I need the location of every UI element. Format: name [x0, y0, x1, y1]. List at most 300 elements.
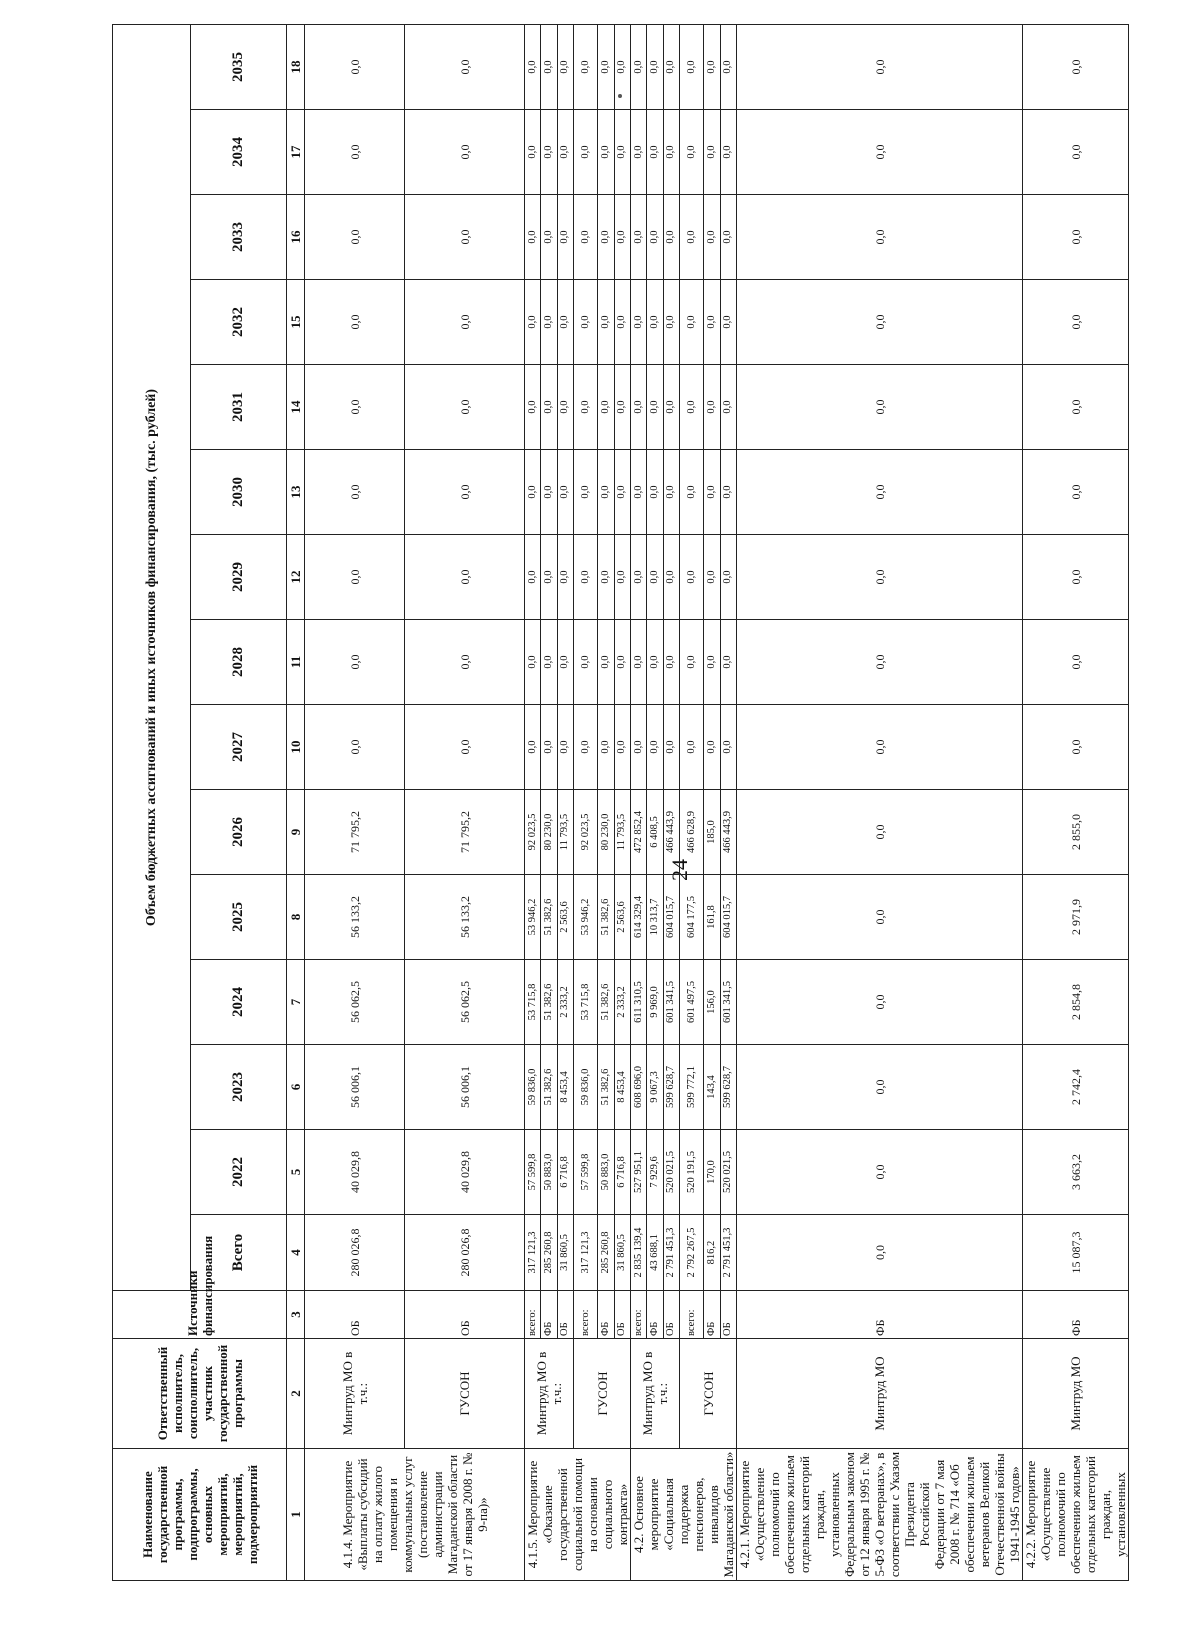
year-value: 143,4 [704, 1045, 720, 1130]
year-value: 92 023,5 [574, 790, 598, 875]
year-value: 8 453,4 [557, 1045, 573, 1130]
year-value: 0,0 [305, 620, 405, 705]
year-value: 0,0 [680, 620, 704, 705]
year-value: 0,0 [737, 280, 1023, 365]
responsible-executor: Минтруд МО в т.ч.: [305, 1339, 405, 1449]
header-year: 2031 [191, 365, 287, 450]
year-value: 0,0 [614, 705, 630, 790]
year-value: 56 062,5 [305, 960, 405, 1045]
year-value: 0,0 [405, 25, 525, 110]
year-value: 0,0 [557, 450, 573, 535]
year-value: 0,0 [525, 280, 541, 365]
year-value: 71 795,2 [405, 790, 525, 875]
year-value: 0,0 [737, 705, 1023, 790]
funding-source: ОБ [720, 1291, 736, 1339]
year-value: 2 854,8 [1023, 960, 1129, 1045]
year-value: 7 929,6 [647, 1130, 663, 1215]
year-value: 0,0 [720, 620, 736, 705]
header-year: 2030 [191, 450, 287, 535]
year-value: 0,0 [541, 705, 557, 790]
year-value: 0,0 [720, 450, 736, 535]
year-value: 0,0 [598, 280, 614, 365]
year-value: 2 742,4 [1023, 1045, 1129, 1130]
year-value: 0,0 [598, 535, 614, 620]
header-name: Наименование государственной программы, подпрограммы, основных мероприятий, мероприятий, подмероприятий [113, 1449, 287, 1581]
funding-source: ФБ [647, 1291, 663, 1339]
year-value: 0,0 [737, 365, 1023, 450]
year-value: 0,0 [663, 195, 679, 280]
year-value: 0,0 [557, 25, 573, 110]
year-value: 0,0 [405, 280, 525, 365]
year-value: 0,0 [614, 365, 630, 450]
year-value: 0,0 [720, 705, 736, 790]
year-value: 9 067,3 [647, 1045, 663, 1130]
year-value: 53 715,8 [525, 960, 541, 1045]
year-value: 51 382,6 [541, 875, 557, 960]
year-value: 0,0 [737, 450, 1023, 535]
header-responsible: Ответственный исполнитель, соисполнитель, участник государственной программы [113, 1339, 287, 1449]
year-value: 0,0 [720, 25, 736, 110]
year-value: 2 333,2 [557, 960, 573, 1045]
year-value: 0,0 [680, 110, 704, 195]
year-value: 0,0 [305, 365, 405, 450]
year-value: 0,0 [1023, 195, 1129, 280]
total-value: 31 860,5 [557, 1215, 573, 1291]
year-value: 0,0 [704, 620, 720, 705]
year-value: 0,0 [737, 25, 1023, 110]
year-value: 0,0 [525, 450, 541, 535]
year-value: 0,0 [663, 620, 679, 705]
header-year: 2027 [191, 705, 287, 790]
year-value: 599 772,1 [680, 1045, 704, 1130]
year-value: 0,0 [305, 535, 405, 620]
year-value: 0,0 [680, 535, 704, 620]
year-value: 0,0 [574, 365, 598, 450]
year-value: 0,0 [614, 620, 630, 705]
year-value: 0,0 [704, 195, 720, 280]
year-value: 0,0 [557, 280, 573, 365]
header-funding-caption: Объем бюджетных ассигнований и иных источников финансирования, (тыс. рублей) [113, 25, 191, 1291]
year-value: 0,0 [525, 365, 541, 450]
year-value: 56 133,2 [405, 875, 525, 960]
funding-source: ФБ [704, 1291, 720, 1339]
year-value: 0,0 [541, 450, 557, 535]
year-value: 6 408,5 [647, 790, 663, 875]
year-value: 80 230,0 [598, 790, 614, 875]
year-value: 53 715,8 [574, 960, 598, 1045]
year-value: 3 663,2 [1023, 1130, 1129, 1215]
activity-name: 4.2. Основное мероприятие «Социальная поддержка пенсионеров, инвалидов Магаданской области» [631, 1449, 737, 1581]
year-value: 0,0 [720, 110, 736, 195]
year-value: 0,0 [1023, 280, 1129, 365]
funding-source: ФБ [737, 1291, 1023, 1339]
year-value: 0,0 [647, 365, 663, 450]
year-value: 51 382,6 [541, 1045, 557, 1130]
year-value: 601 341,5 [663, 960, 679, 1045]
year-value: 0,0 [647, 280, 663, 365]
year-value: 0,0 [305, 450, 405, 535]
year-value: 0,0 [631, 705, 647, 790]
total-value: 15 087,3 [1023, 1215, 1129, 1291]
year-value: 92 023,5 [525, 790, 541, 875]
table-row [405, 25, 525, 1581]
year-value: 50 883,0 [541, 1130, 557, 1215]
column-number: 15 [287, 280, 305, 365]
year-value: 0,0 [720, 280, 736, 365]
year-value: 56 062,5 [405, 960, 525, 1045]
year-value: 170,0 [704, 1130, 720, 1215]
year-value: 0,0 [631, 110, 647, 195]
year-value: 0,0 [663, 280, 679, 365]
year-value: 0,0 [737, 790, 1023, 875]
year-value: 0,0 [557, 535, 573, 620]
year-value: 0,0 [647, 705, 663, 790]
funding-source: ФБ [1023, 1291, 1129, 1339]
year-value: 520 191,5 [680, 1130, 704, 1215]
year-value: 0,0 [704, 365, 720, 450]
year-value: 80 230,0 [541, 790, 557, 875]
year-value: 51 382,6 [541, 960, 557, 1045]
year-value: 0,0 [631, 195, 647, 280]
year-value: 0,0 [598, 110, 614, 195]
year-value: 0,0 [631, 450, 647, 535]
table-row [1023, 25, 1129, 1581]
year-value: 156,0 [704, 960, 720, 1045]
year-value: 56 133,2 [305, 875, 405, 960]
year-value: 0,0 [1023, 535, 1129, 620]
year-value: 0,0 [305, 705, 405, 790]
header-year: 2025 [191, 875, 287, 960]
year-value: 520 021,5 [720, 1130, 736, 1215]
year-value: 10 313,7 [647, 875, 663, 960]
column-number: 7 [287, 960, 305, 1045]
year-value: 6 716,8 [557, 1130, 573, 1215]
year-value: 614 329,4 [631, 875, 647, 960]
total-value: 317 121,3 [574, 1215, 598, 1291]
year-value: 0,0 [631, 25, 647, 110]
total-value: 2 835 139,4 [631, 1215, 647, 1291]
year-value: 0,0 [1023, 25, 1129, 110]
year-value: 604 015,7 [663, 875, 679, 960]
year-value: 0,0 [405, 195, 525, 280]
funding-source: всего: [631, 1291, 647, 1339]
year-value: 56 006,1 [305, 1045, 405, 1130]
funding-source: ОБ [663, 1291, 679, 1339]
year-value: 0,0 [557, 620, 573, 705]
year-value: 0,0 [405, 365, 525, 450]
year-value: 2 333,2 [614, 960, 630, 1045]
column-number: 5 [287, 1130, 305, 1215]
page-number: 24 [667, 859, 692, 881]
year-value: 0,0 [405, 705, 525, 790]
year-value: 40 029,8 [405, 1130, 525, 1215]
year-value: 604 015,7 [720, 875, 736, 960]
year-value: 51 382,6 [598, 960, 614, 1045]
header-year: 2032 [191, 280, 287, 365]
year-value: 0,0 [598, 705, 614, 790]
year-value: 0,0 [631, 365, 647, 450]
total-value: 280 026,8 [305, 1215, 405, 1291]
header-year: 2033 [191, 195, 287, 280]
year-value: 0,0 [525, 705, 541, 790]
year-value: 0,0 [647, 110, 663, 195]
year-value: 0,0 [663, 705, 679, 790]
funding-source: всего: [680, 1291, 704, 1339]
year-value: 50 883,0 [598, 1130, 614, 1215]
year-value: 0,0 [557, 365, 573, 450]
year-value: 601 497,5 [680, 960, 704, 1045]
responsible-executor: Минтруд МО в т.ч.: [631, 1339, 680, 1449]
column-number: 18 [287, 25, 305, 110]
header-year: 2029 [191, 535, 287, 620]
responsible-executor: ГУСОН [680, 1339, 737, 1449]
year-value: 0,0 [704, 110, 720, 195]
header-total: Всего [191, 1215, 287, 1291]
total-value: 317 121,3 [525, 1215, 541, 1291]
activity-name: 4.1.5. Мероприятие «Оказание государственной социальной помощи на основании социального контракта» [525, 1449, 631, 1581]
year-value: 0,0 [680, 365, 704, 450]
year-value: 0,0 [405, 110, 525, 195]
year-value: 0,0 [305, 25, 405, 110]
year-value: 0,0 [720, 365, 736, 450]
funding-source: ОБ [557, 1291, 573, 1339]
total-value: 43 688,1 [647, 1215, 663, 1291]
year-value: 2 855,0 [1023, 790, 1129, 875]
year-value: 185,0 [704, 790, 720, 875]
year-value: 0,0 [614, 195, 630, 280]
year-value: 0,0 [557, 195, 573, 280]
year-value: 611 310,5 [631, 960, 647, 1045]
column-number: 12 [287, 535, 305, 620]
funding-source: всего: [525, 1291, 541, 1339]
year-value: 0,0 [541, 25, 557, 110]
year-value: 2 563,6 [557, 875, 573, 960]
column-number: 3 [287, 1291, 305, 1339]
responsible-executor: Минтруд МО в т.ч.: [525, 1339, 574, 1449]
year-value: 0,0 [704, 535, 720, 620]
year-value: 53 946,2 [525, 875, 541, 960]
year-value: 599 628,7 [663, 1045, 679, 1130]
year-value: 0,0 [663, 450, 679, 535]
year-value: 0,0 [1023, 450, 1129, 535]
year-value: 0,0 [647, 620, 663, 705]
activity-name: 4.2.2. Мероприятие «Осуществление полномочий по обеспечению жильем отдельных категорий граждан, установленных [1023, 1449, 1129, 1581]
year-value: 0,0 [541, 620, 557, 705]
total-value: 2 791 451,3 [663, 1215, 679, 1291]
year-value: 0,0 [1023, 620, 1129, 705]
year-value: 0,0 [614, 280, 630, 365]
funding-source: ОБ [614, 1291, 630, 1339]
year-value: 604 177,5 [680, 875, 704, 960]
year-value: 466 628,9 [680, 790, 704, 875]
year-value: 0,0 [598, 620, 614, 705]
year-value: 0,0 [574, 110, 598, 195]
header-year: 2024 [191, 960, 287, 1045]
year-value: 0,0 [647, 450, 663, 535]
total-value: 31 860,5 [614, 1215, 630, 1291]
year-value: 2 563,6 [614, 875, 630, 960]
column-number: 2 [287, 1339, 305, 1449]
year-value: 9 969,0 [647, 960, 663, 1045]
column-number: 17 [287, 110, 305, 195]
column-number: 1 [287, 1449, 305, 1581]
responsible-executor: ГУСОН [574, 1339, 631, 1449]
year-value: 0,0 [541, 195, 557, 280]
year-value: 0,0 [720, 535, 736, 620]
funding-source: всего: [574, 1291, 598, 1339]
year-value: 0,0 [614, 450, 630, 535]
year-value: 71 795,2 [305, 790, 405, 875]
year-value: 40 029,8 [305, 1130, 405, 1215]
year-value: 0,0 [614, 535, 630, 620]
year-value: 0,0 [737, 960, 1023, 1045]
funding-table [112, 24, 1129, 1581]
year-value: 0,0 [541, 280, 557, 365]
year-value: 0,0 [614, 25, 630, 110]
year-value: 6 716,8 [614, 1130, 630, 1215]
year-value: 0,0 [680, 25, 704, 110]
year-value: 0,0 [525, 620, 541, 705]
header-source: Источники финансирования [113, 1291, 287, 1339]
year-value: 0,0 [574, 25, 598, 110]
table-row [737, 25, 1023, 1581]
funding-source: ОБ [405, 1291, 525, 1339]
year-value: 0,0 [737, 1130, 1023, 1215]
year-value: 599 628,7 [720, 1045, 736, 1130]
year-value: 527 951,1 [631, 1130, 647, 1215]
column-number: 6 [287, 1045, 305, 1130]
year-value: 0,0 [598, 25, 614, 110]
year-value: 51 382,6 [598, 1045, 614, 1130]
year-value: 57 599,8 [574, 1130, 598, 1215]
year-value: 0,0 [405, 535, 525, 620]
header-year: 2035 [191, 25, 287, 110]
year-value: 520 021,5 [663, 1130, 679, 1215]
year-value: 0,0 [525, 25, 541, 110]
year-value: 57 599,8 [525, 1130, 541, 1215]
year-value: 161,8 [704, 875, 720, 960]
year-value: 466 443,9 [663, 790, 679, 875]
year-value: 0,0 [631, 535, 647, 620]
year-value: 0,0 [631, 280, 647, 365]
header-year: 2026 [191, 790, 287, 875]
column-number: 13 [287, 450, 305, 535]
year-value: 0,0 [647, 25, 663, 110]
year-value: 0,0 [574, 280, 598, 365]
year-value: 0,0 [737, 875, 1023, 960]
table-row [574, 25, 598, 1581]
year-value: 0,0 [525, 535, 541, 620]
total-value: 2 792 267,5 [680, 1215, 704, 1291]
year-value: 0,0 [663, 535, 679, 620]
year-value: 0,0 [663, 365, 679, 450]
year-value: 0,0 [647, 535, 663, 620]
year-value: 0,0 [557, 110, 573, 195]
year-value: 0,0 [305, 195, 405, 280]
year-value: 59 836,0 [574, 1045, 598, 1130]
year-value: 0,0 [574, 195, 598, 280]
year-value: 0,0 [737, 535, 1023, 620]
year-value: 0,0 [720, 195, 736, 280]
year-value: 0,0 [704, 705, 720, 790]
column-number: 14 [287, 365, 305, 450]
year-value: 0,0 [614, 110, 630, 195]
year-value: 0,0 [525, 110, 541, 195]
year-value: 0,0 [680, 280, 704, 365]
total-value: 285 260,8 [598, 1215, 614, 1291]
column-number: 4 [287, 1215, 305, 1291]
year-value: 0,0 [680, 705, 704, 790]
year-value: 0,0 [1023, 110, 1129, 195]
year-value: 0,0 [680, 195, 704, 280]
total-value: 2 791 451,3 [720, 1215, 736, 1291]
year-value: 0,0 [541, 535, 557, 620]
year-value: 0,0 [737, 1045, 1023, 1130]
year-value: 466 443,9 [720, 790, 736, 875]
total-value: 0,0 [737, 1215, 1023, 1291]
year-value: 0,0 [737, 195, 1023, 280]
year-value: 0,0 [704, 280, 720, 365]
column-number: 9 [287, 790, 305, 875]
year-value: 0,0 [598, 450, 614, 535]
responsible-executor: Минтруд МО [1023, 1339, 1129, 1449]
year-value: 56 006,1 [405, 1045, 525, 1130]
year-value: 53 946,2 [574, 875, 598, 960]
year-value: 601 341,5 [720, 960, 736, 1045]
year-value: 472 852,4 [631, 790, 647, 875]
year-value: 2 971,9 [1023, 875, 1129, 960]
column-number: 8 [287, 875, 305, 960]
funding-source: ОБ [305, 1291, 405, 1339]
total-value: 285 260,8 [541, 1215, 557, 1291]
year-value: 0,0 [541, 365, 557, 450]
year-value: 8 453,4 [614, 1045, 630, 1130]
year-value: 0,0 [1023, 705, 1129, 790]
responsible-executor: ГУСОН [405, 1339, 525, 1449]
year-value: 0,0 [598, 195, 614, 280]
year-value: 0,0 [305, 110, 405, 195]
rotated-table-container [112, 26, 1128, 1581]
header-year: 2028 [191, 620, 287, 705]
year-value: 59 836,0 [525, 1045, 541, 1130]
activity-name: 4.1.4. Мероприятие «Выплаты субсидий на оплату жилого помещения и коммунальных услуг (постановление администрации Магаданской области от 17 января 2008 г. № 9-па)» [305, 1449, 525, 1581]
year-value: 0,0 [737, 620, 1023, 705]
year-value: 0,0 [598, 365, 614, 450]
year-value: 0,0 [574, 450, 598, 535]
year-value: 11 793,5 [614, 790, 630, 875]
column-number: 11 [287, 620, 305, 705]
funding-source: ФБ [541, 1291, 557, 1339]
year-value: 11 793,5 [557, 790, 573, 875]
year-value: 0,0 [405, 620, 525, 705]
year-value: 0,0 [525, 195, 541, 280]
column-number: 16 [287, 195, 305, 280]
year-value: 608 696,0 [631, 1045, 647, 1130]
year-value: 51 382,6 [598, 875, 614, 960]
year-value: 0,0 [541, 110, 557, 195]
header-year: 2022 [191, 1130, 287, 1215]
year-value: 0,0 [574, 620, 598, 705]
year-value: 0,0 [557, 705, 573, 790]
header-year: 2034 [191, 110, 287, 195]
year-value: 0,0 [1023, 365, 1129, 450]
year-value: 0,0 [704, 25, 720, 110]
year-value: 0,0 [663, 110, 679, 195]
year-value: 0,0 [631, 620, 647, 705]
table-row [680, 25, 704, 1581]
year-value: 0,0 [647, 195, 663, 280]
year-value: 0,0 [680, 450, 704, 535]
